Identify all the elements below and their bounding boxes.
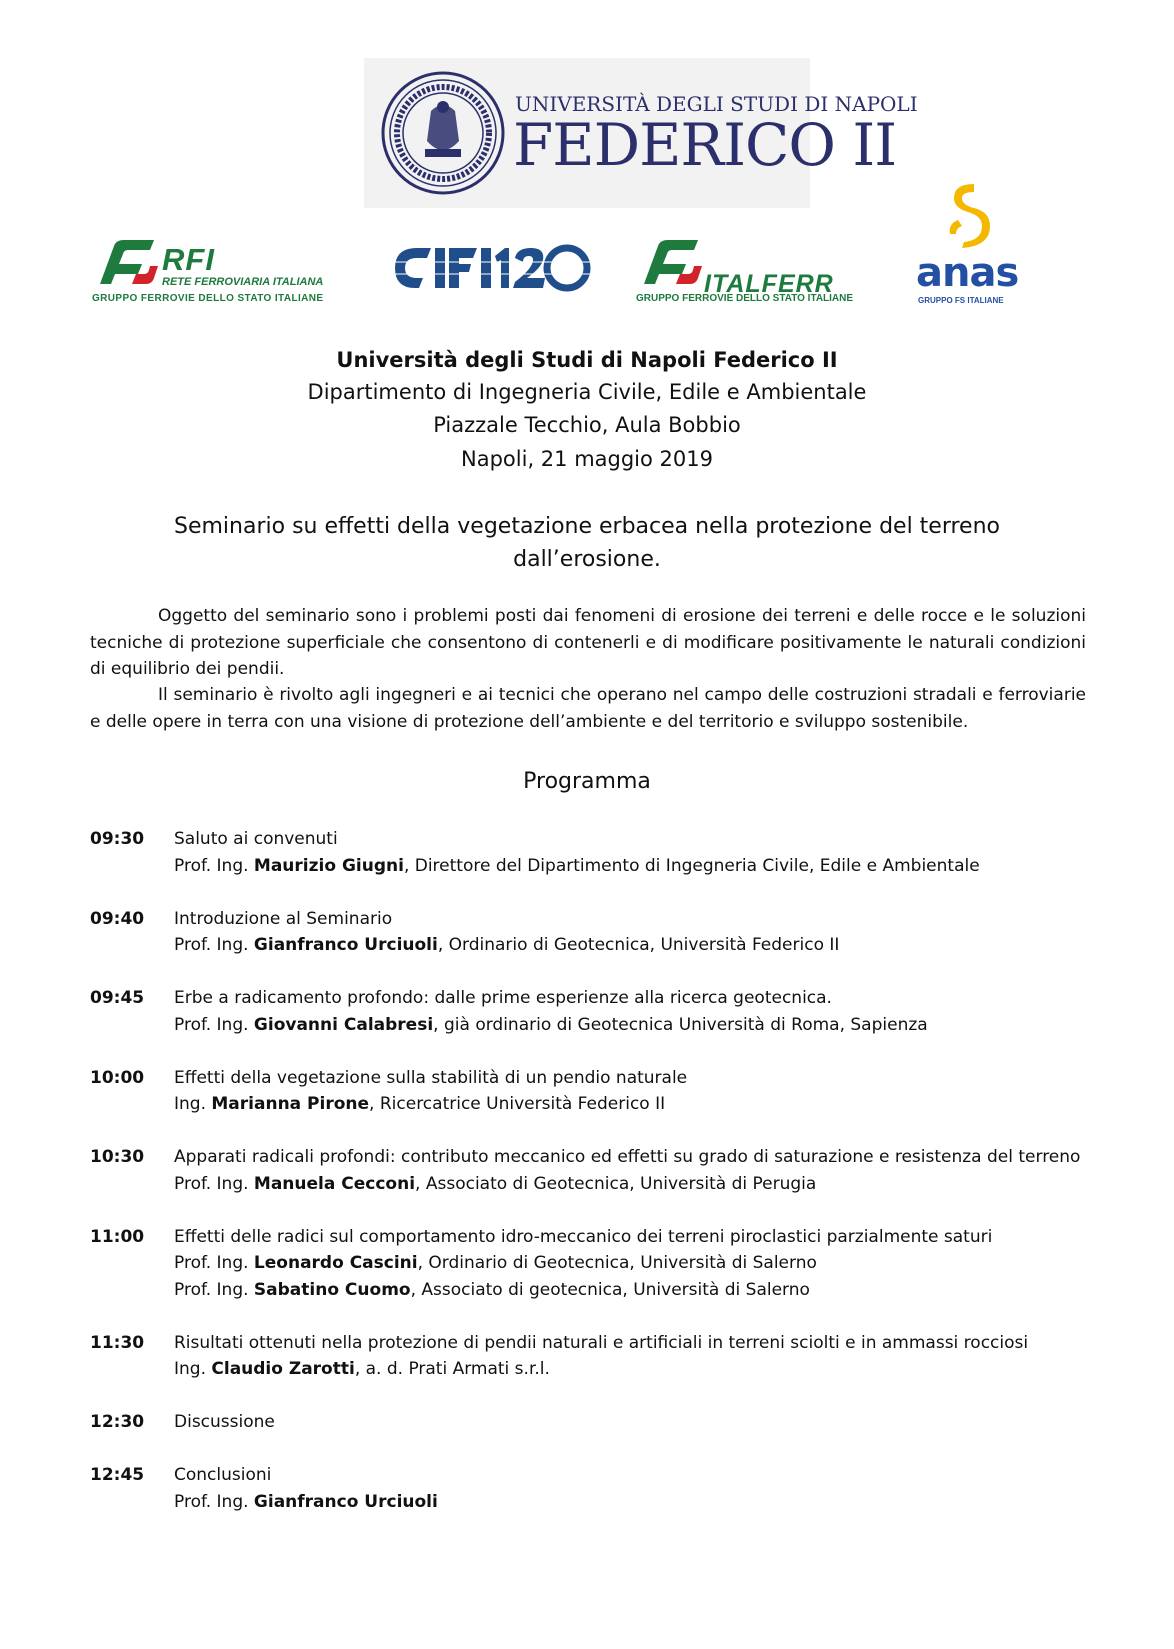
program-item bbox=[90, 1462, 1090, 1515]
seminar-title-line1: Seminario su effetti della vegetazione erbacea nella protezione del terreno bbox=[174, 514, 1000, 539]
program-details bbox=[174, 1144, 1090, 1197]
speaker-title: Prof. Ing. bbox=[174, 1173, 254, 1194]
speaker-name: Sabatino Cuomo bbox=[253, 1279, 411, 1300]
fs-mark-icon bbox=[92, 236, 162, 290]
speaker-name: Leonardo Cascini bbox=[253, 1253, 418, 1273]
program-time: 11:30 bbox=[90, 1332, 145, 1353]
program-item bbox=[90, 1224, 1090, 1304]
university-seal-icon bbox=[381, 71, 505, 195]
program-details bbox=[174, 985, 1090, 1038]
program-speaker bbox=[174, 1091, 1090, 1118]
rfi-subtitle: RETE FERROVIARIA ITALIANA bbox=[162, 276, 324, 288]
program-talk-title: Introduzione al Seminario bbox=[174, 908, 393, 929]
program-time: 11:00 bbox=[90, 1226, 145, 1247]
program-speaker bbox=[174, 1250, 1090, 1277]
speaker-title: Prof. Ing. bbox=[174, 1253, 254, 1273]
program-item bbox=[90, 1144, 1090, 1197]
university-logo bbox=[364, 58, 918, 208]
venue: Piazzale Tecchio, Aula Bobbio bbox=[433, 413, 741, 437]
program-talk-title: Apparati radicali profondi: contributo meccanico ed effetti su grado di saturazione e resistenza del terreno bbox=[174, 1147, 1081, 1167]
seminar-title-line2: dall’erosione. bbox=[513, 547, 661, 572]
program-speaker bbox=[174, 932, 1090, 959]
speaker-role: , a. d. Prati Armati s.r.l. bbox=[354, 1359, 550, 1379]
anas-mark-icon bbox=[944, 180, 992, 250]
university-logo-line1: UNIVERSITÀ DEGLI STUDI DI NAPOLI bbox=[515, 92, 918, 116]
speaker-role: , Associato di Geotecnica, Università di Perugia bbox=[415, 1173, 817, 1194]
speaker-title: Prof. Ing. bbox=[174, 1279, 254, 1300]
program-item bbox=[90, 985, 1090, 1038]
speaker-title: Prof. Ing. bbox=[174, 1014, 254, 1035]
program-details bbox=[174, 1330, 1090, 1383]
speaker-role: , Associato di geotecnica, Università di Salerno bbox=[410, 1279, 810, 1300]
cifi-120-logo bbox=[391, 240, 591, 296]
speaker-name: Giovanni Calabresi bbox=[253, 1014, 434, 1035]
anas-title: anas bbox=[916, 250, 1019, 296]
rfi-logo bbox=[92, 236, 362, 310]
intro-paragraph-2: Il seminario è rivolto agli ingegneri e ai tecnici che operano nel campo delle costruzioni stradali e ferroviarie e delle opere in terra con una visione di protezione dell’ambiente e del territorio e sviluppo sostenibile. bbox=[90, 685, 1086, 732]
fs-mark-icon bbox=[636, 236, 706, 290]
program-speaker bbox=[174, 1489, 1090, 1516]
program-item bbox=[90, 1409, 1090, 1436]
program-details bbox=[174, 826, 1090, 879]
speaker-name: Gianfranco Urciuoli bbox=[253, 935, 438, 955]
program-time: 09:30 bbox=[90, 829, 145, 849]
program-time: 12:45 bbox=[90, 1465, 145, 1485]
program-item bbox=[90, 826, 1090, 879]
program-title: Programma bbox=[523, 769, 651, 794]
italferr-title: ITALFERR bbox=[704, 270, 834, 298]
program-list bbox=[90, 826, 1090, 1542]
program-talk-title: Saluto ai convenuti bbox=[174, 829, 338, 849]
speaker-title: Prof. Ing. bbox=[174, 855, 254, 876]
program-item bbox=[90, 1065, 1090, 1118]
university-logo-line2: FEDERICO II bbox=[513, 111, 897, 179]
program-talk-title: Effetti della vegetazione sulla stabilità di un pendio naturale bbox=[174, 1067, 688, 1088]
program-time: 09:45 bbox=[90, 988, 145, 1008]
program-speaker bbox=[174, 1171, 1090, 1198]
speaker-title: Prof. Ing. bbox=[174, 935, 254, 955]
speaker-name: Claudio Zarotti bbox=[211, 1359, 355, 1379]
italferr-group: GRUPPO FERROVIE DELLO STATO ITALIANE bbox=[636, 293, 854, 304]
speaker-role: , Direttore del Dipartimento di Ingegneria Civile, Edile e Ambientale bbox=[403, 855, 980, 876]
speaker-title: Ing. bbox=[174, 1094, 212, 1114]
speaker-role: , già ordinario di Geotecnica Università di Roma, Sapienza bbox=[433, 1014, 928, 1035]
program-talk-title: Risultati ottenuti nella protezione di pendii naturali e artificiali in terreni sciolti e in ammassi rocciosi bbox=[174, 1332, 1029, 1353]
department-name: Dipartimento di Ingegneria Civile, Edile e Ambientale bbox=[307, 380, 867, 404]
speaker-name: Manuela Cecconi bbox=[253, 1173, 416, 1194]
program-speaker bbox=[174, 1277, 1090, 1304]
speaker-title: Ing. bbox=[174, 1359, 212, 1379]
program-speaker bbox=[174, 853, 1090, 880]
italferr-logo bbox=[636, 236, 856, 310]
program-speaker bbox=[174, 1012, 1090, 1039]
program-details bbox=[174, 1224, 1090, 1304]
anas-group: GRUPPO FS ITALIANE bbox=[918, 296, 1004, 305]
intro-paragraph-1: Oggetto del seminario sono i problemi posti dai fenomeni di erosione dei terreni e delle rocce e le soluzioni tecniche di protezione superficiale che consentono di contenerli e di modificare positivamente le naturali condizioni di equilibrio dei pendii. bbox=[90, 606, 1086, 679]
program-talk-title: Conclusioni bbox=[174, 1465, 272, 1485]
program-item bbox=[90, 1330, 1090, 1383]
program-time: 10:00 bbox=[90, 1067, 145, 1088]
anas-logo bbox=[912, 180, 1032, 310]
event-date: Napoli, 21 maggio 2019 bbox=[461, 447, 713, 471]
program-details bbox=[174, 1065, 1090, 1118]
program-talk-title: Effetti delle radici sul comportamento idro-meccanico dei terreni piroclastici parzialmente saturi bbox=[174, 1226, 993, 1247]
university-name: Università degli Studi di Napoli Federico II bbox=[336, 348, 838, 372]
speaker-role: , Ricercatrice Università Federico II bbox=[369, 1094, 666, 1114]
program-item bbox=[90, 906, 1090, 959]
program-time: 10:30 bbox=[90, 1147, 145, 1167]
rfi-group: GRUPPO FERROVIE DELLO STATO ITALIANE bbox=[92, 293, 324, 304]
program-details bbox=[174, 1462, 1090, 1515]
program-talk-title: Discussione bbox=[174, 1412, 275, 1432]
program-time: 09:40 bbox=[90, 908, 145, 929]
speaker-name: Maurizio Giugni bbox=[253, 855, 404, 876]
program-details bbox=[174, 1409, 1090, 1436]
speaker-title: Prof. Ing. bbox=[174, 1491, 254, 1512]
speaker-name: Marianna Pirone bbox=[211, 1094, 370, 1114]
rfi-title: RFI bbox=[162, 242, 215, 277]
speaker-role: , Ordinario di Geotecnica, Università di Salerno bbox=[417, 1253, 817, 1273]
speaker-role: , Ordinario di Geotecnica, Università Federico II bbox=[437, 935, 840, 955]
program-talk-title: Erbe a radicamento profondo: dalle prime esperienze alla ricerca geotecnica. bbox=[174, 988, 832, 1008]
program-time: 12:30 bbox=[90, 1412, 145, 1432]
speaker-name: Gianfranco Urciuoli bbox=[253, 1491, 438, 1512]
program-details bbox=[174, 906, 1090, 959]
program-speaker bbox=[174, 1356, 1090, 1383]
